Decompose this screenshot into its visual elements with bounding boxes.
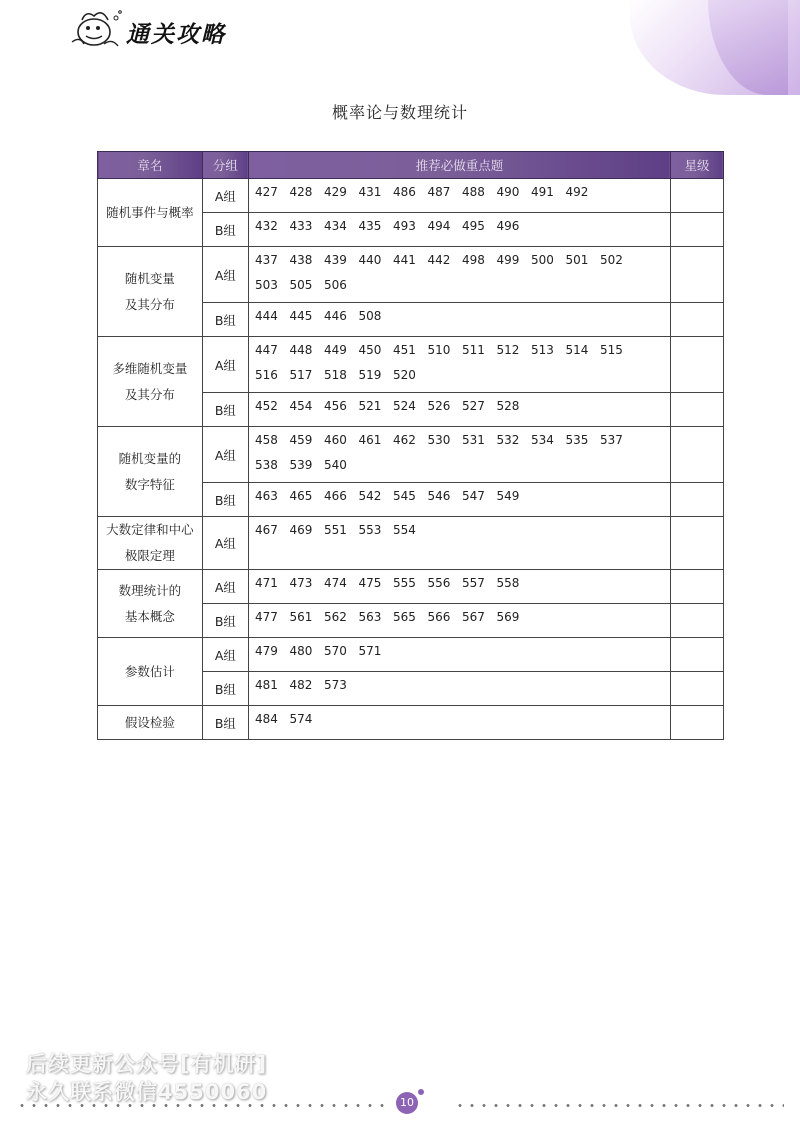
problem-number: 487 bbox=[427, 185, 451, 199]
problem-number: 447 bbox=[254, 343, 278, 357]
star-rating-cell bbox=[670, 483, 723, 517]
problem-number: 462 bbox=[392, 433, 416, 447]
problem-number: 429 bbox=[323, 185, 347, 199]
problem-numbers-cell bbox=[248, 604, 670, 638]
chapter-name-line: 多维随机变量 bbox=[112, 360, 188, 376]
chapter-name-line: 及其分布 bbox=[124, 296, 175, 312]
group-label-cell: A组 bbox=[202, 570, 248, 604]
problem-number: 573 bbox=[323, 678, 347, 692]
problem-numbers-cell bbox=[248, 570, 670, 604]
star-rating-cell bbox=[670, 706, 723, 740]
star-rating-cell bbox=[670, 303, 723, 337]
table-row bbox=[98, 427, 724, 483]
problem-number: 537 bbox=[599, 433, 623, 447]
chapter-name-cell bbox=[98, 337, 203, 427]
problem-number: 538 bbox=[254, 458, 278, 472]
problem-number: 506 bbox=[323, 278, 347, 292]
table-row bbox=[98, 570, 724, 604]
problem-number: 488 bbox=[461, 185, 485, 199]
problem-number: 547 bbox=[461, 489, 485, 503]
problem-number: 510 bbox=[427, 343, 451, 357]
problem-number: 441 bbox=[392, 253, 416, 267]
group-label-cell: B组 bbox=[202, 393, 248, 427]
chapter-name-cell bbox=[98, 570, 203, 638]
header-group: 分组 bbox=[202, 152, 248, 179]
problem-numbers-cell bbox=[248, 427, 670, 483]
problem-number: 500 bbox=[530, 253, 554, 267]
page-title: 概率论与数理统计 bbox=[331, 103, 468, 122]
problem-number-list bbox=[255, 574, 664, 592]
star-rating-cell bbox=[670, 337, 723, 393]
chapter-name-cell bbox=[98, 517, 203, 570]
problem-number: 531 bbox=[461, 433, 485, 447]
problem-number: 491 bbox=[530, 185, 554, 199]
problem-number: 446 bbox=[323, 309, 347, 323]
problem-number: 427 bbox=[254, 185, 278, 199]
corner-decoration bbox=[630, 0, 800, 95]
problem-number: 534 bbox=[530, 433, 554, 447]
problem-number: 484 bbox=[254, 712, 278, 726]
chapter-name-line: 大数定律和中心 bbox=[106, 522, 194, 537]
problem-number: 521 bbox=[358, 399, 382, 413]
problem-number: 456 bbox=[323, 399, 347, 413]
chapter-name-line: 基本概念 bbox=[124, 608, 175, 624]
group-label-cell: A组 bbox=[202, 179, 248, 213]
problem-number: 475 bbox=[358, 576, 382, 590]
header-logo bbox=[64, 6, 226, 52]
table-row bbox=[98, 247, 724, 303]
problem-number: 571 bbox=[358, 644, 382, 658]
star-rating-cell bbox=[670, 213, 723, 247]
problem-number: 451 bbox=[392, 343, 416, 357]
problem-number: 474 bbox=[323, 576, 347, 590]
problem-number: 511 bbox=[461, 343, 485, 357]
problem-number: 471 bbox=[254, 576, 278, 590]
logo-text: 通关攻略 bbox=[126, 20, 226, 48]
problem-number: 528 bbox=[496, 399, 520, 413]
problem-number: 432 bbox=[254, 219, 278, 233]
chapter-name-cell bbox=[98, 179, 203, 247]
star-rating-cell bbox=[670, 427, 723, 483]
problem-number: 540 bbox=[323, 458, 347, 472]
group-label-cell: A组 bbox=[202, 638, 248, 672]
problem-number: 508 bbox=[358, 309, 382, 323]
chapter-name-cell bbox=[98, 427, 203, 517]
problem-number: 454 bbox=[289, 399, 313, 413]
problem-number-list bbox=[255, 608, 664, 626]
problem-number: 438 bbox=[289, 253, 313, 267]
problem-numbers-cell bbox=[248, 337, 670, 393]
problem-number: 440 bbox=[358, 253, 382, 267]
problem-number: 459 bbox=[289, 433, 313, 447]
problem-number: 458 bbox=[254, 433, 278, 447]
problem-number: 482 bbox=[289, 678, 313, 692]
problem-number: 553 bbox=[358, 523, 382, 537]
problem-number: 477 bbox=[254, 610, 278, 624]
problem-number: 486 bbox=[392, 185, 416, 199]
group-label-cell: B组 bbox=[202, 213, 248, 247]
problem-number: 517 bbox=[289, 368, 313, 382]
problem-number: 512 bbox=[496, 343, 520, 357]
problem-number: 549 bbox=[496, 489, 520, 503]
star-rating-cell bbox=[670, 672, 723, 706]
star-rating-cell bbox=[670, 570, 723, 604]
problem-number: 535 bbox=[565, 433, 589, 447]
problem-number: 448 bbox=[289, 343, 313, 357]
problem-number: 442 bbox=[427, 253, 451, 267]
problem-number: 493 bbox=[392, 219, 416, 233]
problem-number: 518 bbox=[323, 368, 347, 382]
problem-number: 558 bbox=[496, 576, 520, 590]
problem-number: 498 bbox=[461, 253, 485, 267]
cartoon-mascot-icon bbox=[64, 6, 122, 52]
chapter-name-line: 及其分布 bbox=[124, 386, 175, 402]
table-row bbox=[98, 179, 724, 213]
problem-number: 556 bbox=[427, 576, 451, 590]
problem-number: 445 bbox=[289, 309, 313, 323]
problem-number: 450 bbox=[358, 343, 382, 357]
table-row bbox=[98, 638, 724, 672]
problem-numbers-cell bbox=[248, 706, 670, 740]
problem-number: 479 bbox=[254, 644, 278, 658]
group-label-cell: B组 bbox=[202, 604, 248, 638]
problem-number: 524 bbox=[392, 399, 416, 413]
problem-number: 467 bbox=[254, 523, 278, 537]
watermark-line: 永久联系微信4550060 bbox=[26, 1080, 268, 1104]
table-row bbox=[98, 517, 724, 570]
problem-number: 490 bbox=[496, 185, 520, 199]
group-label-cell: A组 bbox=[202, 427, 248, 483]
problem-number: 465 bbox=[289, 489, 313, 503]
problem-number: 514 bbox=[565, 343, 589, 357]
star-rating-cell bbox=[670, 393, 723, 427]
problem-number: 449 bbox=[323, 343, 347, 357]
problem-number: 513 bbox=[530, 343, 554, 357]
problem-number: 515 bbox=[599, 343, 623, 357]
problem-number: 545 bbox=[392, 489, 416, 503]
problem-number: 473 bbox=[289, 576, 313, 590]
problem-numbers-cell bbox=[248, 672, 670, 706]
problem-number: 562 bbox=[323, 610, 347, 624]
problem-number-list bbox=[255, 397, 664, 415]
page-number: 10 bbox=[396, 1092, 418, 1114]
problem-number: 561 bbox=[289, 610, 313, 624]
problem-number-list bbox=[255, 676, 664, 694]
problem-number: 566 bbox=[427, 610, 451, 624]
problem-number: 492 bbox=[565, 185, 589, 199]
group-label-cell: B组 bbox=[202, 483, 248, 517]
problem-number: 574 bbox=[289, 712, 313, 726]
group-label-cell: B组 bbox=[202, 672, 248, 706]
problem-numbers-cell bbox=[248, 483, 670, 517]
problem-numbers-cell bbox=[248, 179, 670, 213]
problem-number: 502 bbox=[599, 253, 623, 267]
problem-number: 496 bbox=[496, 219, 520, 233]
problem-number: 527 bbox=[461, 399, 485, 413]
problem-number: 557 bbox=[461, 576, 485, 590]
problem-number: 434 bbox=[323, 219, 347, 233]
problem-number: 437 bbox=[254, 253, 278, 267]
problem-number: 516 bbox=[254, 368, 278, 382]
problem-number-list bbox=[255, 307, 664, 325]
problem-number: 532 bbox=[496, 433, 520, 447]
chapter-name-line: 随机变量的 bbox=[118, 450, 182, 466]
problem-number-list bbox=[255, 710, 664, 728]
problem-number: 526 bbox=[427, 399, 451, 413]
chapter-name-cell bbox=[98, 638, 203, 706]
group-label-cell: A组 bbox=[202, 337, 248, 393]
problem-number: 444 bbox=[254, 309, 278, 323]
group-label-cell: A组 bbox=[202, 247, 248, 303]
problem-number: 551 bbox=[323, 523, 347, 537]
problem-number: 563 bbox=[358, 610, 382, 624]
problem-number: 546 bbox=[427, 489, 451, 503]
recommended-problems-table bbox=[97, 151, 724, 740]
problem-number-list bbox=[255, 217, 664, 235]
problem-number: 481 bbox=[254, 678, 278, 692]
problem-number: 520 bbox=[392, 368, 416, 382]
problem-number: 570 bbox=[323, 644, 347, 658]
star-rating-cell bbox=[670, 517, 723, 570]
star-rating-cell bbox=[670, 604, 723, 638]
problem-number: 519 bbox=[358, 368, 382, 382]
table-body bbox=[98, 179, 724, 740]
problem-number-list bbox=[255, 487, 664, 505]
problem-numbers-cell bbox=[248, 638, 670, 672]
chapter-name-line: 数理统计的 bbox=[118, 582, 182, 598]
chapter-name-line: 随机事件与概率 bbox=[106, 204, 194, 220]
problem-number: 431 bbox=[358, 185, 382, 199]
problem-number: 480 bbox=[289, 644, 313, 658]
chapter-name-cell bbox=[98, 247, 203, 337]
problem-number: 463 bbox=[254, 489, 278, 503]
problem-number: 460 bbox=[323, 433, 347, 447]
problem-number: 428 bbox=[289, 185, 313, 199]
problem-number: 466 bbox=[323, 489, 347, 503]
star-rating-cell bbox=[670, 247, 723, 303]
header-problems: 推荐必做重点题 bbox=[248, 152, 670, 179]
group-label-cell: B组 bbox=[202, 706, 248, 740]
problem-number: 530 bbox=[427, 433, 451, 447]
problem-number: 435 bbox=[358, 219, 382, 233]
group-label-cell: B组 bbox=[202, 303, 248, 337]
problem-number-list bbox=[255, 431, 664, 474]
problem-number-list bbox=[255, 183, 664, 201]
chapter-name-line: 假设检验 bbox=[124, 714, 175, 730]
problem-number: 499 bbox=[496, 253, 520, 267]
problem-number: 469 bbox=[289, 523, 313, 537]
header-chapter: 章名 bbox=[98, 152, 203, 179]
problem-number: 567 bbox=[461, 610, 485, 624]
problem-numbers-cell bbox=[248, 247, 670, 303]
chapter-name-cell bbox=[98, 706, 203, 740]
problem-number-list bbox=[255, 341, 664, 384]
problem-numbers-cell bbox=[248, 303, 670, 337]
problem-number: 439 bbox=[323, 253, 347, 267]
problem-number-list bbox=[255, 642, 664, 660]
problem-number: 494 bbox=[427, 219, 451, 233]
star-rating-cell bbox=[670, 179, 723, 213]
problem-number: 461 bbox=[358, 433, 382, 447]
dotted-line-left bbox=[16, 1104, 386, 1107]
problem-numbers-cell bbox=[248, 213, 670, 247]
problem-number: 565 bbox=[392, 610, 416, 624]
problem-number: 495 bbox=[461, 219, 485, 233]
problem-numbers-cell bbox=[248, 517, 670, 570]
problem-number: 554 bbox=[392, 523, 416, 537]
problem-number-list bbox=[255, 521, 664, 539]
problem-number: 542 bbox=[358, 489, 382, 503]
problem-number: 503 bbox=[254, 278, 278, 292]
problem-numbers-cell bbox=[248, 393, 670, 427]
group-label-cell: A组 bbox=[202, 517, 248, 570]
chapter-name-line: 极限定理 bbox=[124, 548, 175, 563]
table-row bbox=[98, 337, 724, 393]
problem-number: 505 bbox=[289, 278, 313, 292]
watermark-line: 后续更新公众号[有机研] bbox=[26, 1052, 268, 1076]
header-stars: 星级 bbox=[670, 152, 723, 179]
dotted-line-right bbox=[454, 1104, 784, 1107]
problem-number: 501 bbox=[565, 253, 589, 267]
problem-number: 555 bbox=[392, 576, 416, 590]
star-rating-cell bbox=[670, 638, 723, 672]
table-header-row bbox=[98, 152, 724, 179]
problem-number: 569 bbox=[496, 610, 520, 624]
chapter-name-line: 参数估计 bbox=[124, 663, 175, 679]
chapter-name-line: 数字特征 bbox=[124, 476, 175, 492]
problem-number: 539 bbox=[289, 458, 313, 472]
chapter-name-line: 随机变量 bbox=[124, 270, 175, 286]
problem-number: 433 bbox=[289, 219, 313, 233]
problem-number: 452 bbox=[254, 399, 278, 413]
problem-number-list bbox=[255, 251, 664, 294]
table-row bbox=[98, 706, 724, 740]
